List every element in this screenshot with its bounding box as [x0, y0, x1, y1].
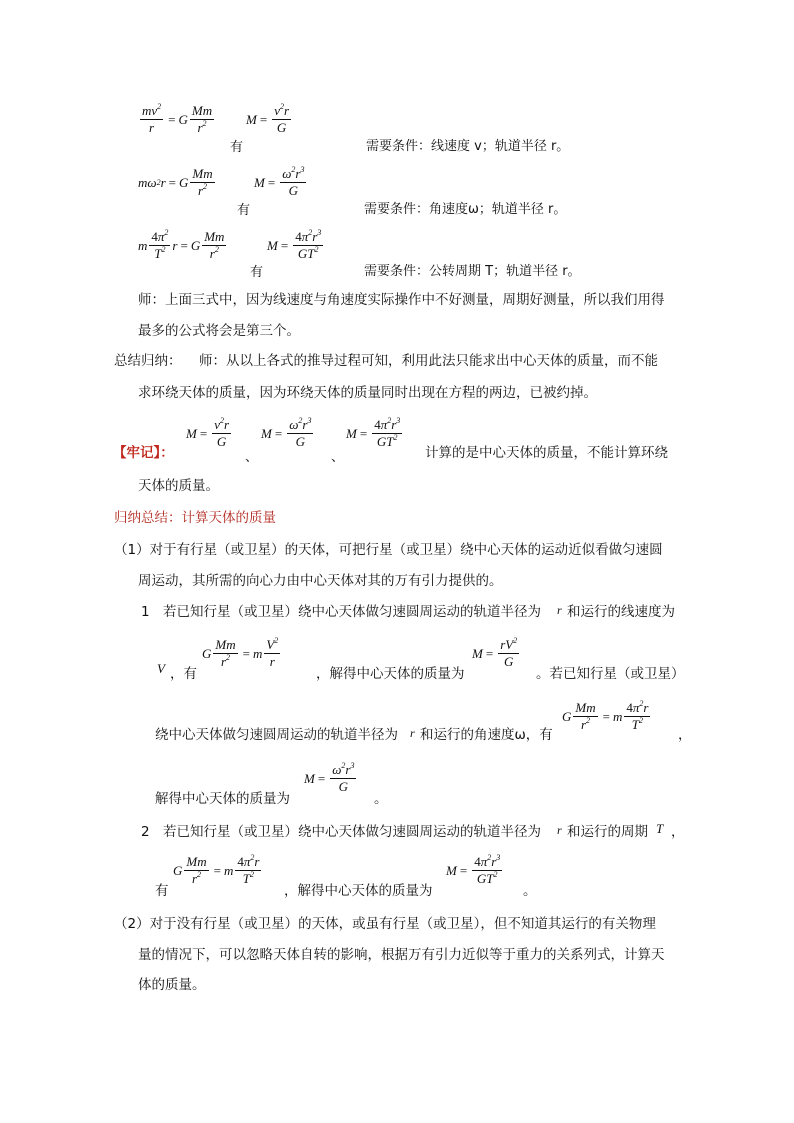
item1-formula-mass-angular: M = $\frac{\omega^2r^3}{G}$: [304, 761, 355, 794]
item1-line2-mid: ，解得中心天体的质量为: [316, 666, 465, 682]
item2-formula-mass-period: M = $\frac{4\pi^2r^3}{GT^2}$: [446, 853, 501, 886]
item1-symbol-V: V: [157, 661, 165, 676]
formula-mass-period: M = $\frac{4\pi^2r^3}{GT^2}$: [267, 228, 322, 261]
section1-line1: （1）对于有行星（或卫星）的天体，可把行星（或卫星）绕中心天体的运动近似看做匀速圆: [114, 542, 663, 558]
item1-formula-mass-linear: M = $\frac{rV^2}{G}$: [472, 636, 518, 669]
remember-label: 【牢记】：: [113, 445, 174, 461]
formula-period: m $\frac{4\pi^2}{T^2}$ r = G $\frac{Mm}{r^2}$: [138, 228, 225, 261]
item2-line1: 若已知行星（或卫星）绕中心天体做匀速圆周运动的轨道半径为: [163, 824, 541, 840]
remember-formula-3: M = $\frac{4\pi^2r^3}{GT^2}$: [346, 416, 401, 449]
item1-line4: 解得中心天体的质量为: [155, 791, 290, 807]
condition-2: 需要条件：角速度ω；轨道半径 r。: [364, 202, 567, 217]
item2-number: 2: [141, 824, 150, 840]
teacher-note-line1: 师：上面三式中，因为线速度与角速度实际操作中不好测量，周期好测量，所以我们用得: [138, 292, 665, 308]
item1-line3-tail: ，: [678, 727, 692, 743]
item2-symbol-T: T: [656, 821, 664, 836]
summary-label: 总结归纳：: [114, 353, 182, 369]
formula-mass-angular: M = $\frac{\omega^2r^3}{G}$: [254, 165, 305, 198]
item1-number: 1: [141, 604, 150, 620]
item2-line2-mid: ，解得中心天体的质量为: [284, 883, 433, 899]
formula-mass-linear: M = $\frac{v^2r}{G}$: [246, 102, 290, 135]
item2-line2-tail: 。: [523, 883, 537, 899]
remember-sep-2: 、: [331, 450, 345, 465]
formula-angular-velocity: mω 2 r = G $\frac{Mm}{r^2}$: [138, 166, 213, 198]
section1-line2: 周运动，其所需的向心力由中心天体对其的万有引力提供的。: [138, 573, 503, 589]
section2-line2: 量的情况下，可以忽略天体自转的影响，根据万有引力近似等于重力的关系列式，计算天: [138, 947, 665, 963]
item1-symbol-r2: r: [410, 726, 415, 740]
item1-formula-gravity-angular: G $\frac{Mm}{r^2}$ = m $\frac{4\pi^2r}{T^2}$: [562, 699, 649, 732]
item2-line2-you: 有: [155, 883, 169, 899]
section2-line3: 体的质量。: [138, 977, 206, 993]
formula-linear-velocity: $\frac{mv^2}{r}$ = G $\frac{Mm}{r^2}$: [142, 102, 213, 135]
remember-line2: 天体的质量。: [138, 478, 219, 494]
item1-line3-mid: 和运行的角速度ω，有: [420, 727, 553, 743]
item1-line2-you: ，有: [170, 666, 197, 682]
item1-line1-tail: 和运行的线速度为: [567, 604, 675, 620]
condition-3: 需要条件：公转周期 T；轨道半径 r。: [364, 264, 581, 279]
formula-3-you: 有: [250, 265, 264, 280]
item1-line1: 若已知行星（或卫星）绕中心天体做匀速圆周运动的轨道半径为: [163, 604, 541, 620]
item1-formula-gravity-linear: G $\frac{Mm}{r^2}$ = m $\frac{V^2}{r}$: [202, 636, 279, 669]
remember-sep-1: 、: [245, 450, 259, 465]
item2-symbol-r: r: [557, 823, 562, 837]
item2-formula-gravity-period: G $\frac{Mm}{r^2}$ = m $\frac{4\pi^2r}{T^2}$: [173, 853, 260, 886]
remember-formula-2: M = $\frac{\omega^2r^3}{G}$: [261, 416, 312, 449]
formula-2-you: 有: [237, 203, 251, 218]
item1-line2-tail: 。若已知行星（或卫星）: [536, 666, 685, 682]
condition-1: 需要条件：线速度 v；轨道半径 r。: [366, 139, 570, 154]
summary-line1: 师：从以上各式的推导过程可知，利用此法只能求出中心天体的质量，而不能: [199, 353, 658, 369]
item1-symbol-r: r: [557, 603, 562, 617]
item2-line1-tail: ，: [671, 824, 685, 840]
item1-line4-tail: 。: [374, 791, 388, 807]
section2-line1: （2）对于没有行星（或卫星）的天体，或虽有行星（或卫星），但不知道其运行的有关物理: [114, 916, 656, 932]
formula-1-you: 有: [230, 140, 244, 155]
item2-line1-mid: 和运行的周期: [567, 824, 648, 840]
remember-formula-1: M = $\frac{v^2r}{G}$: [186, 416, 230, 449]
conclusion-title: 归纳总结：计算天体的质量: [114, 510, 276, 526]
teacher-note-line2: 最多的公式将会是第三个。: [138, 323, 300, 339]
item1-line3: 绕中心天体做匀速圆周运动的轨道半径为: [155, 727, 398, 743]
summary-line2: 求环绕天体的质量，因为环绕天体的质量同时出现在方程的两边，已被约掉。: [138, 385, 597, 401]
remember-tail: 计算的是中心天体的质量，不能计算环绕: [425, 445, 668, 461]
